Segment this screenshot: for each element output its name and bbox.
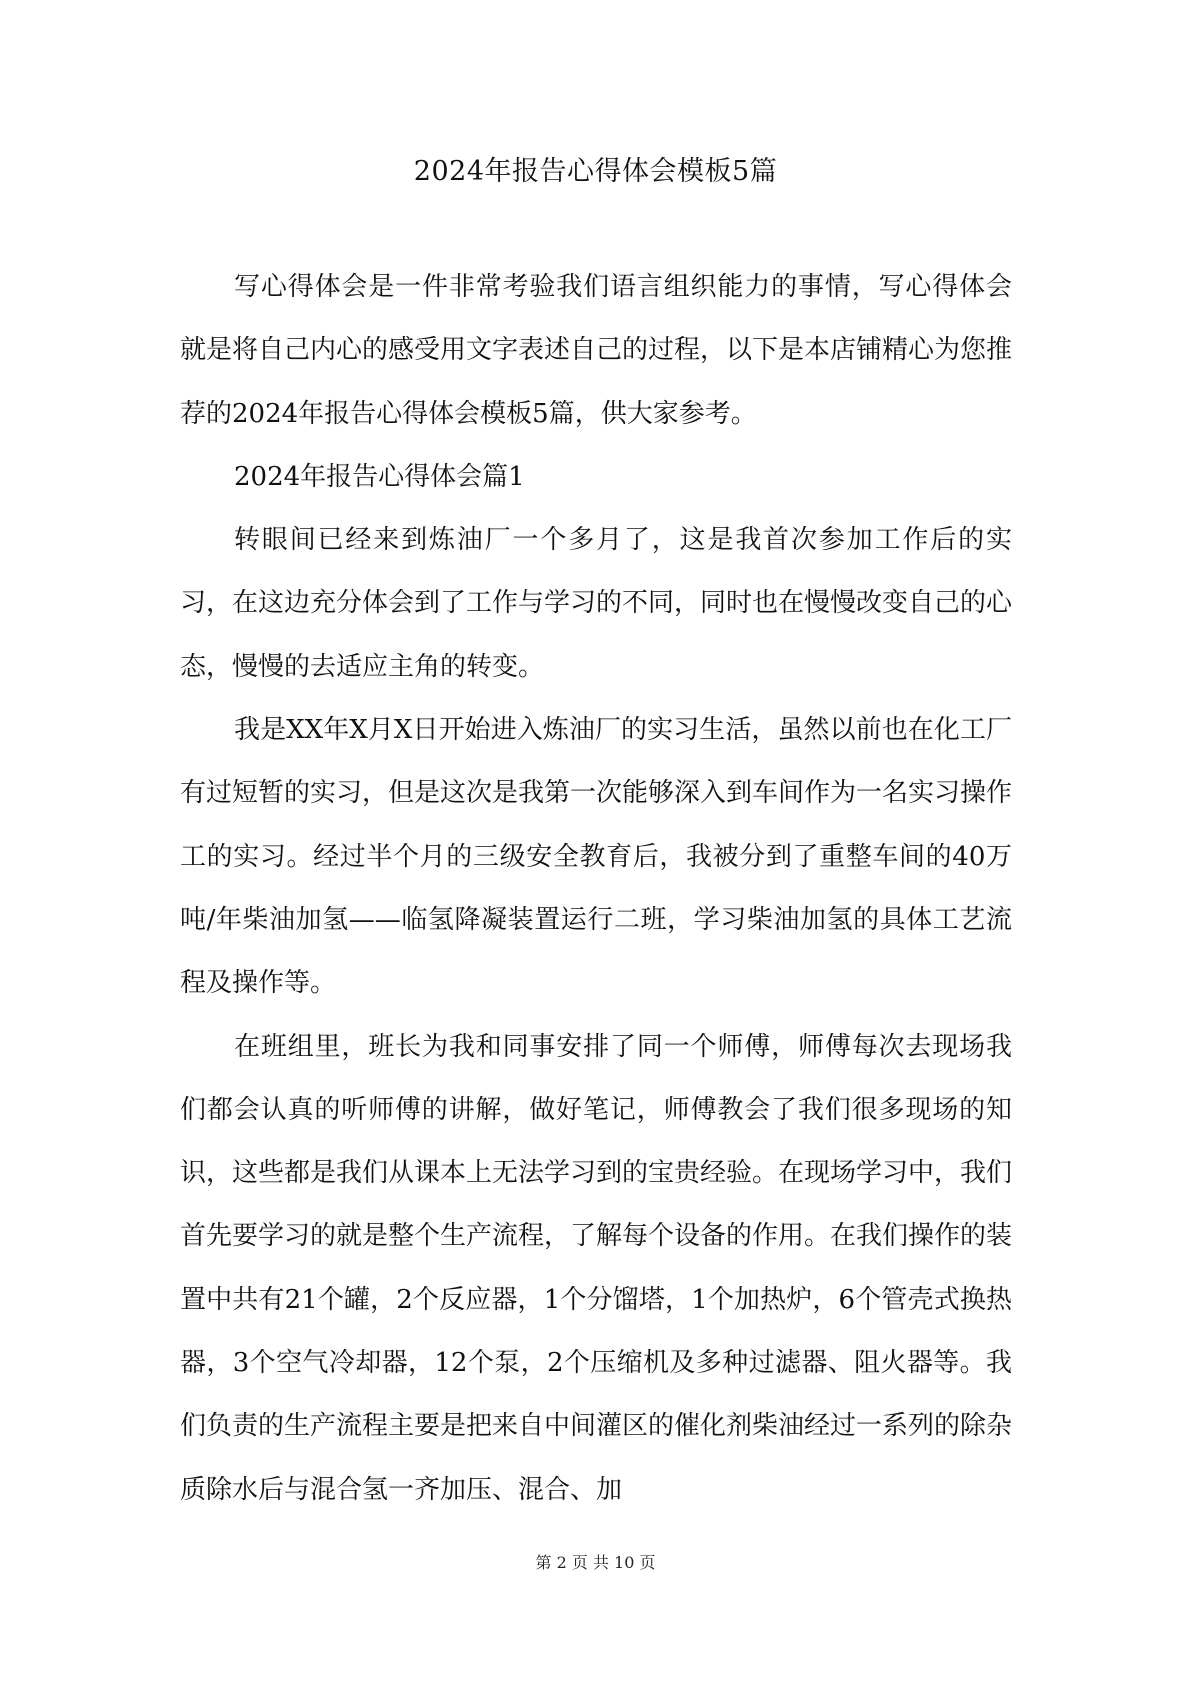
page-number-footer: 第 2 页 共 10 页 — [535, 1553, 656, 1572]
document-body — [180, 256, 1012, 1522]
body-paragraph: 我是XX年X月X日开始进入炼油厂的实习生活，虽然以前也在化工厂有过短暂的实习，但是这次是我第一次能够深入到车间作为一名实习操作工的实习。经过半个月的三级安全教育后，我被分到了重整车间的40万吨/年柴油加氢——临氢降凝装置运行二班，学习柴油加氢的具体工艺流程及操作等。 — [180, 715, 1013, 999]
document-title: 2024年报告心得体会模板5篇 — [413, 156, 778, 187]
intro-paragraph: 写心得体会是一件非常考验我们语言组织能力的事情，写心得体会就是将自己内心的感受用文字表述自己的过程，以下是本店铺精心为您推荐的2024年报告心得体会模板5篇，供大家参考。 — [180, 272, 1013, 429]
section-heading: 2024年报告心得体会篇1 — [234, 461, 525, 492]
body-paragraph: 转眼间已经来到炼油厂一个多月了，这是我首次参加工作后的实习，在这边充分体会到了工作与学习的不同，同时也在慢慢改变自己的心态，慢慢的去适应主角的转变。 — [180, 525, 1013, 682]
body-paragraph: 在班组里，班长为我和同事安排了同一个师傅，师傅每次去现场我们都会认真的听师傅的讲解，做好笔记，师傅教会了我们很多现场的知识，这些都是我们从课本上无法学习到的宝贵经验。在现场学习中，我们首先要学习的就是整个生产流程，了解每个设备的作用。在我们操作的装置中共有21个罐，2个反应器，1个分馏塔，1个加热炉，6个管壳式换热器，3个空气冷却器，12个泵，2个压缩机及多种过滤器、阻火器等。我们负责的生产流程主要是把来自中间灌区的催化剂柴油经过一系列的除杂质除水后与混合氢一齐加压、混合、加 — [180, 1031, 1013, 1505]
